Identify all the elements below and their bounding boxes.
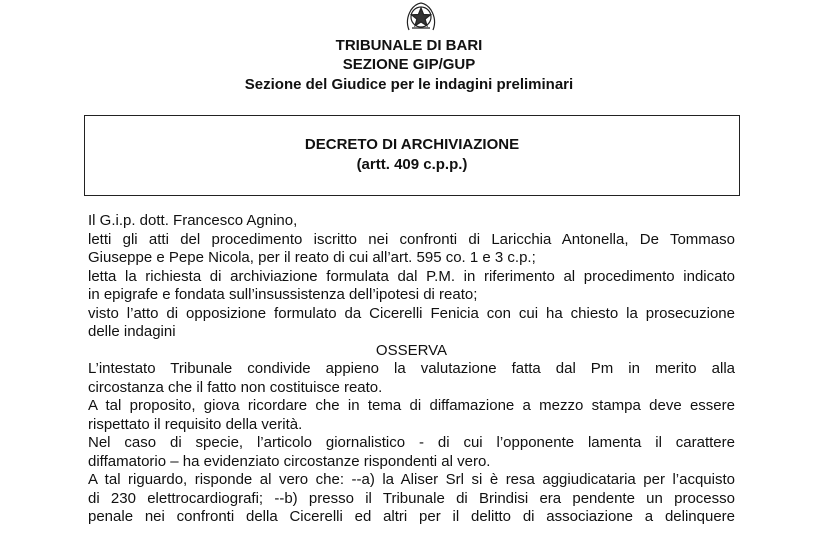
body-line: delle indagini — [88, 323, 176, 340]
body-line: di 230 elettrocardiografi; --b) presso il Tribunale di Brindisi era pendente un processo — [88, 489, 735, 507]
body-line: letta la richiesta di archiviazione formulata dal P.M. in riferimento al procedimento indicato — [88, 267, 735, 285]
body-line: rispettato il requisito della verità. — [88, 415, 303, 433]
body-line: A tal proposito, giova ricordare che in tema di diffamazione a mezzo stampa deve essere — [88, 397, 735, 414]
body-line: penale nei confronti della Cicerelli ed altri per il delitto di associazione a delinquere — [88, 508, 735, 525]
decree-subtitle: (artt. 409 c.p.p.) — [356, 156, 468, 173]
body-line: in epigrafe e fondata sull’insussistenza dell’ipotesi di reato; — [88, 286, 478, 303]
decree-title: DECRETO DI ARCHIVIAZIONE — [304, 136, 520, 153]
italian-republic-emblem-icon — [401, 0, 441, 32]
court-name: TRIBUNALE DI BARI — [335, 37, 483, 54]
body-line: L’intestato Tribunale condivide appieno la valutazione fatta dal Pm in merito alla — [88, 360, 735, 377]
body-line: Nel caso di specie, l’articolo giornalistico - di cui l’opponente lamenta il carattere — [88, 434, 735, 451]
body-line: A tal riguardo, risponde al vero che: --a) la Aliser Srl si è resa aggiudicataria per l’acquisto — [88, 471, 735, 488]
body-line: letti gli atti del procedimento iscritto nei confronti di Laricchia Antonella, De Tommaso — [88, 230, 735, 248]
court-subsection: Sezione del Giudice per le indagini preliminari — [244, 76, 574, 93]
decree-body — [88, 212, 735, 527]
body-line: diffamatorio – ha evidenziato circostanze rispondenti al vero. — [88, 452, 491, 470]
decree-title-box — [84, 115, 740, 196]
court-section: SEZIONE GIP/GUP — [342, 56, 476, 73]
body-line: Giuseppe e Pepe Nicola, per il reato di cui all’art. 595 co. 1 e 3 c.p.; — [88, 249, 536, 266]
body-line: Il G.i.p. dott. Francesco Agnino, — [88, 212, 298, 229]
section-heading-osserva: OSSERVA — [375, 341, 448, 359]
body-line: visto l’atto di opposizione formulato da Cicerelli Fenicia con cui ha chiesto la prosecuzione — [88, 304, 735, 322]
body-line: circostanza che il fatto non costituisce reato. — [88, 378, 383, 396]
